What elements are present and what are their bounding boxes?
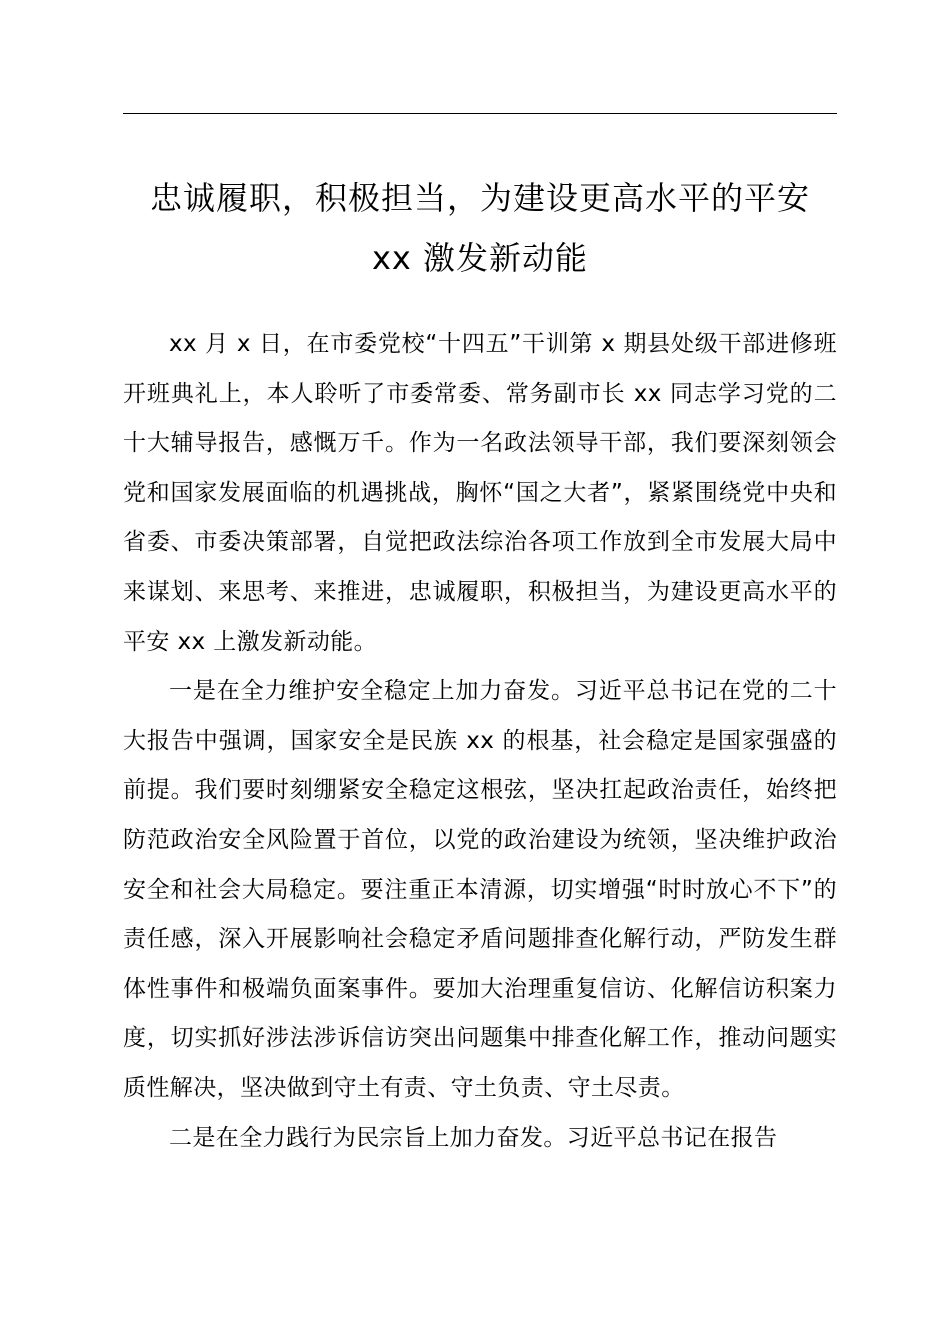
title-line-1: 忠诚履职，积极担当，为建设更高水平的平安 [149, 179, 810, 217]
paragraph-security: 一是在全力维护安全稳定上加力奋发。习近平总书记在党的二十大报告中强调，国家安全是民族 xx 的根基，社会稳定是国家强盛的前提。我们要时刻绷紧安全稳定这根弦，坚决扛起政治责任，始终把防范政治安全风险置于首位，以党的政治建设为统领，坚决维护政治安全和社会大局稳定。要注重正本清源，切实增强“时时放心不下”的责任感，深入开展影响社会稳定矛盾问题排查化解行动，严防发生群体性事件和极端负面案事件。要加大治理重复信访、化解信访积案力度，切实抓好涉法涉诉信访突出问题集中排查化解工作，推动问题实质性解决，坚决做到守土有责、守土负责、守土尽责。 [123, 678, 837, 1101]
title-line-2: xx 激发新动能 [371, 239, 589, 277]
document-body [123, 320, 837, 1163]
document-title [110, 168, 850, 288]
header-rule [123, 113, 837, 114]
paragraph-intro: xx 月 x 日，在市委党校“十四五”干训第 x 期县处级干部进修班开班典礼上，本人聆听了市委常委、常务副市长 xx 同志学习党的二十大辅导报告，感慨万千。作为一名政法领导干部，我们要深刻领会党和国家发展面临的机遇挑战，胸怀“国之大者”，紧紧围绕党中央和省委、市委决策部署，自觉把政法综治各项工作放到全市发展大局中来谋划、来思考、来推进，忠诚履职，积极担当，为建设更高水平的平安 xx 上激发新动能。 [123, 331, 837, 655]
paragraph-people: 二是在全力践行为民宗旨上加力奋发。习近平总书记在报告 [169, 1124, 778, 1151]
